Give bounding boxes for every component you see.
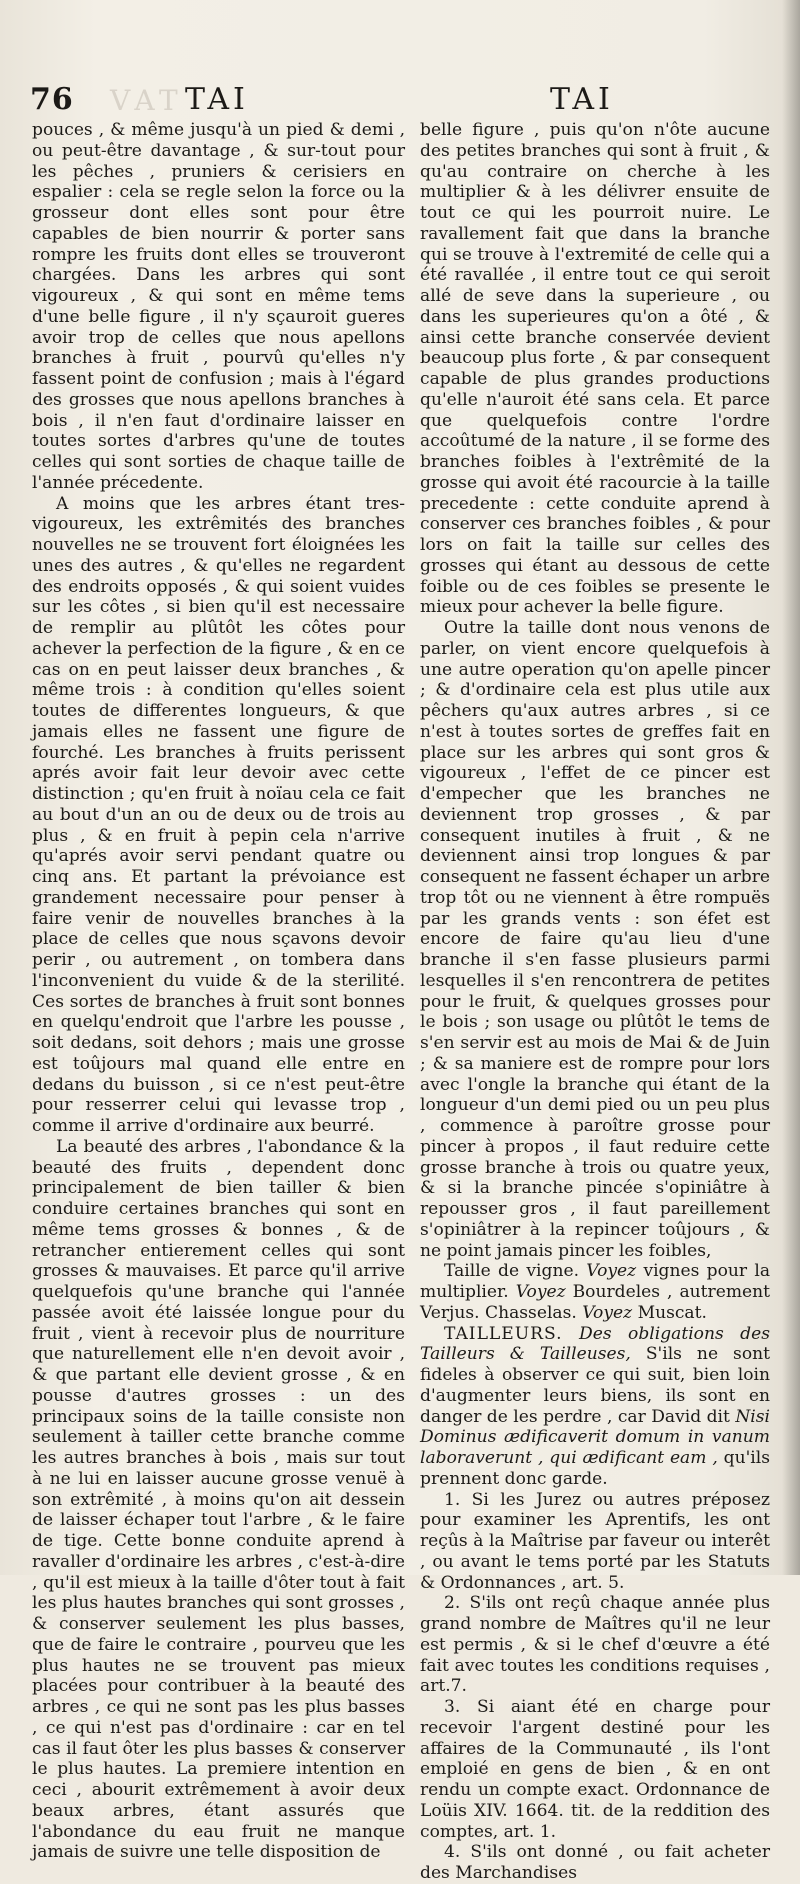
vigne-label: Taille de vigne. — [444, 1261, 580, 1282]
numbered-item: 4. S'ils ont donné , ou fait acheter des Marchandises — [420, 1842, 770, 1883]
latin-quote: Nisi Dominus ædificaverit domum in vanum laboraverunt , qui ædificant eam , — [420, 1406, 771, 1468]
numbered-item: 3. Si aiant été en charge pour recevoir l'argent destiné pour les affaires de la Communauté , ils l'ont emploié en gens de bien , & en ont rendu un compte exact. Ordonnance de Loüis XIV. 1664. tit. de la reddition des comptes, art. 1. — [420, 1697, 770, 1842]
vigne-ref: Muscat. — [637, 1302, 707, 1323]
bleed-through-text: VAT — [110, 84, 184, 117]
voyez-label: Voyez — [515, 1282, 566, 1302]
entry-text: qu'ils prennent donc garde. — [420, 1448, 770, 1489]
entry-subheading: Des obligations des Tailleurs & Tailleuses, — [420, 1323, 770, 1365]
numbered-item: 1. Si les Jurez ou autres préposez pour examiner les Aprentifs, les ont reçûs à la Maîtrise par faveur ou interêt , ou avant le tems porté par les Statuts & Ordonnances , art. 5. — [420, 1489, 770, 1593]
paragraph: belle figure , puis qu'on n'ôte aucune des petites branches qui sont à fruit , & qu'au contraire on cherche à les multiplier & à les délivrer ensuite de tout ce qui les pourroit nuire. Le ravallement fait que dans la branche qui se trouve à l'extremité de celle qui a été ravallée , il entre tout ce qui seroit allé de seve dans la superieure , ou dans les superieures qu'on a ôté , & ainsi cette branche conservée devient beaucoup plus forte , & par consequent capable de plus grandes productions qu'elle n'auroit été sans cela. Et parce que quelquefois contre l'ordre accoûtumé de la nature , il se forme des branches foibles à l'extrêmité de la grosse qui avoit été racourcie à la taille precedente : cette conduite aprend à conserver ces branches foibles , & pour lors on fait la taille sur celles des grosses qui étant au dessous de cette foible ou de ces foibles se presente le mieux pour achever la belle figure. — [420, 120, 770, 618]
voyez-label: Voyez — [586, 1261, 637, 1282]
running-head-right: TAI — [550, 82, 614, 117]
entry-heading: TAILLEURS. — [444, 1323, 563, 1344]
entry-text: S'ils ne sont fideles à observer ce qui suit, bien loin d'augmenter leurs biens, ils sont en danger de les perdre , car David dit — [420, 1344, 770, 1427]
running-head-left: TAI — [185, 82, 249, 117]
vigne-ref: vignes pour la multiplier. — [420, 1261, 771, 1302]
right-column — [420, 120, 770, 1884]
paragraph: pouces , & même jusqu'à un pied & demi , ou peut-être davantage , & sur-tout pour les pêches , pruniers & cerisiers en espalier : cela se regle selon la force ou la grosseur dont elles sont pour être capables de bien nourrir & porter sans rompre les fruits dont elles se trouveront chargées. Dans les arbres qui sont vigoureux , & qui sont en même tems d'une belle figure , il n'y sçauroit gueres avoir trop de celles que nous apellons branches à fruit , pourvû qu'elles n'y fassent point de confusion ; mais à l'égard des grosses que nous apellons branches à bois , il n'en faut d'ordinaire laisser en toutes sortes d'arbres qu'une de toutes celles qui sont sorties de chaque taille de l'année précedente. — [32, 120, 405, 493]
left-column — [32, 120, 405, 1863]
voyez-label: Voyez — [582, 1302, 633, 1323]
cross-reference-paragraph — [420, 1261, 770, 1323]
page-number: 76 — [30, 82, 74, 117]
paragraph: A moins que les arbres étant tres-vigoureux, les extrêmités des branches nouvelles ne se trouvent fort éloignées les unes des autres , & qu'elles ne regardent des endroits opposés , & qui soient vuides sur les côtes , si bien qu'il est necessaire de remplir au plûtôt les côtes pour achever la perfection de la figure , & en ce cas on en peut laisser deux branches , & même trois : à condition qu'elles soient toutes de differentes longueurs, & que jamais elles ne fassent une figure de fourché. Les branches à fruits perissent aprés avoir fait leur devoir avec cette distinction ; qu'en fruit à noïau cela ce fait au bout d'un an ou de deux ou de trois au plus , & en fruit à pepin cela n'arrive qu'aprés avoir servi pendant quatre ou cinq ans. Et partant la prévoiance est grandement necessaire pour penser à faire venir de nouvelles branches à la place de celles que nous sçavons devoir perir , ou autrement , on tombera dans l'inconvenient du vuide & de la sterilité. Ces sortes de branches à fruit sont bonnes en quelqu'endroit que l'arbre les pousse , soit dedans, soit dehors ; mais une grosse est toûjours mal quand elle entre en dedans du buisson , si ce n'est peut-être pour resserrer celui qui levasse trop , comme il arrive d'ordinaire aux beurré. — [32, 493, 405, 1136]
paragraph: La beauté des arbres , l'abondance & la beauté des fruits , dependent donc principalement de bien tailler & bien conduire certaines branches qui sont en même tems grosses & bonnes , & de retrancher entierement celles qui sont grosses & mauvaises. Et parce qu'il arrive quelquefois qu'une branche qui l'année passée avoit été laissée longue pour du fruit , vient à recevoir plus de nourriture que naturellement elle n'en devoit avoir , & que partant elle devient grosse , & en pousse d'autres grosses : un des principaux soins de la taille consiste non seulement à tailler cette branche comme les autres branches à bois , mais sur tout à ne lui en laisser aucune grosse venuë à son extrêmité , à moins qu'on ait dessein de laisser échaper tout l'arbre , & le faire de tige. Cette bonne conduite aprend à ravaller d'ordinaire les arbres , c'est-à-dire , qu'il est mieux à la taille d'ôter tout à fait les plus hautes branches qui sont grosses , & conserver seulement les plus basses, que de faire le contraire , pourveu que les plus hautes ne se trouvent pas mieux placées pour contribuer à la beauté des arbres , ce qui ne sont pas les plus basses , ce qui n'est pas d'ordinaire : car en tel cas il faut ôter les plus basses & conserver le plus hautes. La premiere intention en ceci , abourit extrêmement à avoir deux beaux arbres, étant assurés que l'abondance du eau fruit ne manque jamais de suivre une telle disposition de — [32, 1136, 405, 1863]
paragraph: Outre la taille dont nous venons de parler, on vient encore quelquefois à une autre operation qu'on apelle pincer ; & d'ordinaire cela est plus utile aux pêchers qu'aux autres arbres , si ce n'est à toutes sortes de greffes fait en place sur les arbres qui sont gros & vigoureux , l'effet de ce pincer est d'empecher que les branches ne deviennent trop grosses , & par consequent inutiles à fruit , & ne deviennent ainsi trop longues & par consequent ne fassent échaper un arbre trop tôt ou ne viennent à être rompuës par les grands vents : son éfet est encore de faire qu'au lieu d'une branche il s'en fasse plusieurs parmi lesquelles il s'en rencontrera de petites pour le fruit, & quelques grosses pour le bois ; son usage ou plûtôt le tems de s'en servir est au mois de Mai & de Juin ; & sa maniere est de rompre pour lors avec l'ongle la branche qui étant de la longueur d'un demi pied ou un peu plus , commence à paroître grosse pour pincer à propos , il faut reduire cette grosse branche à trois ou quatre yeux, & si la branche pincée s'opiniâtre à repousser gros , il faut pareillement s'opiniâtrer à la repincer toûjours , & ne point jamais pincer les foibles, — [420, 618, 770, 1261]
numbered-item: 2. S'ils ont reçû chaque année plus grand nombre de Maîtres qu'il ne leur est permis , & si le chef d'œuvre a été fait avec toutes les conditions requises , art.7. — [420, 1593, 770, 1697]
page-header — [30, 82, 770, 118]
vigne-ref: Bourdeles , autrement Verjus. Chasselas. — [420, 1282, 771, 1323]
tailleurs-entry — [420, 1324, 770, 1490]
page-edge-shadow — [782, 0, 800, 1575]
